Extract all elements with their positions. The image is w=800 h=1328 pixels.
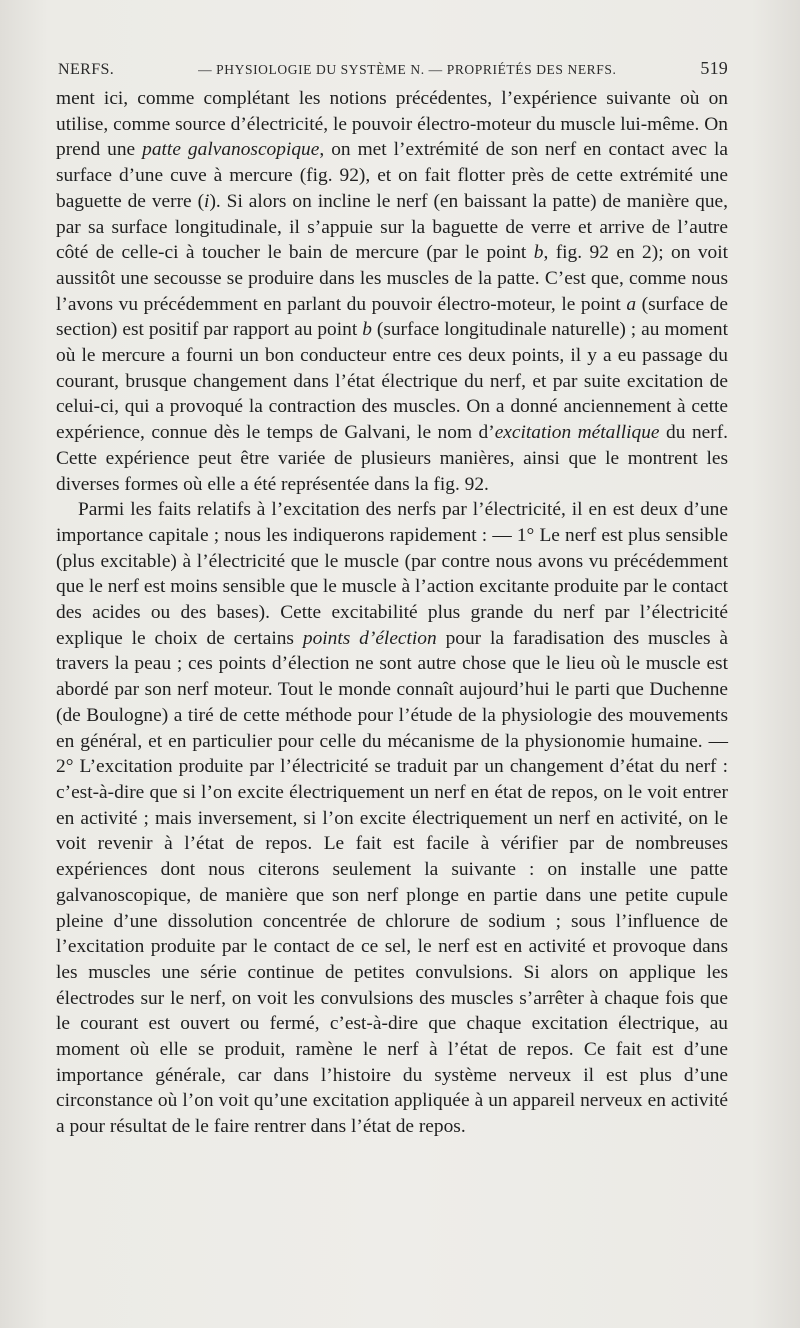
italic-term-excitation-metallique: excitation métallique	[494, 422, 660, 444]
italic-letter-b: b	[533, 242, 544, 264]
page-number: 519	[700, 58, 728, 78]
paragraph-2-text: pour la faradisation des muscles à travers la peau ; ces points d’élection ne sont autre chose que le lieu où le muscle est abordé par son nerf moteur. Tout le monde connaît aujourd’hui le parti que Duchenne (de Boulogne) a tiré de cette méthode pour l’étude de la physiologie des mouvements en général, et en particulier pour celle du mécanisme de la physionomie humaine. — 2° L’excitation produite par l’électricité se traduit par un changement d’état du nerf : c’est-à-dire que si l’on excite électriquement un nerf en état de repos, on le voit entrer en activité ; mais inversement, si l’on excite électriquement un nerf en activité, on le voit revenir à l’état de repos. Le fait est facile à vérifier par de nombreuses expériences dont nous citerons seulement la suivante : on installe une patte galvanoscopique, de manière que son nerf plonge en partie dans une petite cupule pleine d’une dissolution concentrée de chlorure de sodium ; sous l’influence de l’excitation produite par le contact de ce sel, le nerf est en activité et provoque dans les muscles une série continue de petites convulsions. Si alors on applique les électrodes sur le nerf, on voit les convulsions des muscles s’arrêter à chaque fois que le courant est ouvert ou fermé, c’est-à-dire que chaque excitation électrique, au moment où elle se produit, ramène le nerf à l’état de repos. Ce fait est d’une importance générale, car dans l’histoire du système nerveux il est plus d’une circonstance où l’on voit qu’une excitation appliquée à un appareil nerveux en activité a pour résultat de le faire rentrer dans l’état de repos.	[56, 627, 729, 1138]
section-title: NERFS.	[58, 61, 115, 78]
running-head	[58, 58, 728, 79]
paragraph-2	[56, 497, 728, 1140]
paragraph-1-text: ment ici, comme complétant les notions précédentes, l’expérience suivante où on utilise, comme source d’électricité, le pouvoir électro-moteur du muscle lui-même. On prend une	[56, 88, 728, 161]
running-subtitle: — PHYSIOLOGIE DU SYSTÈME N. — PROPRIÉTÉS DES NERFS.	[198, 62, 617, 77]
italic-letter-b: b	[362, 319, 372, 341]
paragraph-1-text: (surface longitudinale naturelle) ; au moment où le mercure a fourni un bon conducteur entre ces deux points, il y a eu passage du courant, brusque changement dans l’état électrique du nerf, et par suite excitation de celui-ci, qui a provoqué la contraction des muscles. On a donné anciennement à cette expérience, connue dès le temps de Galvani, le nom d’	[56, 319, 728, 444]
paragraph-1	[56, 86, 728, 497]
italic-term-patte-galvanoscopique: patte galvanoscopique	[142, 139, 320, 161]
body-text	[56, 86, 728, 1140]
paragraph-1-text: , fig. 92 en 2); on voit aussitôt une secousse se produire dans les muscles de la patte. C’est que, comme nous l’avons vu précédemment en parlant du pouvoir électro-moteur, le point	[56, 242, 728, 315]
italic-term-points-d-election: points d’élection	[302, 627, 437, 649]
italic-letter-i: i	[204, 190, 210, 212]
paragraph-1-text: du nerf. Cette expérience peut être variée de plusieurs manières, ainsi que le montrent les diverses formes où elle a été représentée dans la fig. 92.	[56, 422, 729, 495]
paragraph-1-text: , on met l’extrémité de son nerf en contact avec la surface d’une cuve à mercure (fig. 92), et on fait flotter près de cette extrémité une baguette de verre (	[56, 139, 728, 212]
paragraph-1-text: ). Si alors on incline le nerf (en baissant la patte) de manière que, par sa surface longitudinale, il s’appuie sur la baguette de verre et arrive de l’autre côté de celle-ci à toucher le bain de mercure (par le point	[56, 190, 728, 264]
paragraph-1-text: (surface de section) est positif par rapport au point	[56, 293, 729, 341]
italic-letter-a: a	[626, 293, 637, 315]
paragraph-2-text: Parmi les faits relatifs à l’excitation des nerfs par l’électricité, il en est deux d’une importance capitale ; nous les indiquerons rapidement : — 1° Le nerf est plus sensible (plus excitable) à l’électricité que le muscle (par contre nous avons vu précédemment que le nerf est moins sensible que le muscle à l’action excitante produite par le contact des acides ou des bases). Cette excitabilité plus grande du nerf par l’électricité explique le choix de certains	[56, 499, 728, 649]
